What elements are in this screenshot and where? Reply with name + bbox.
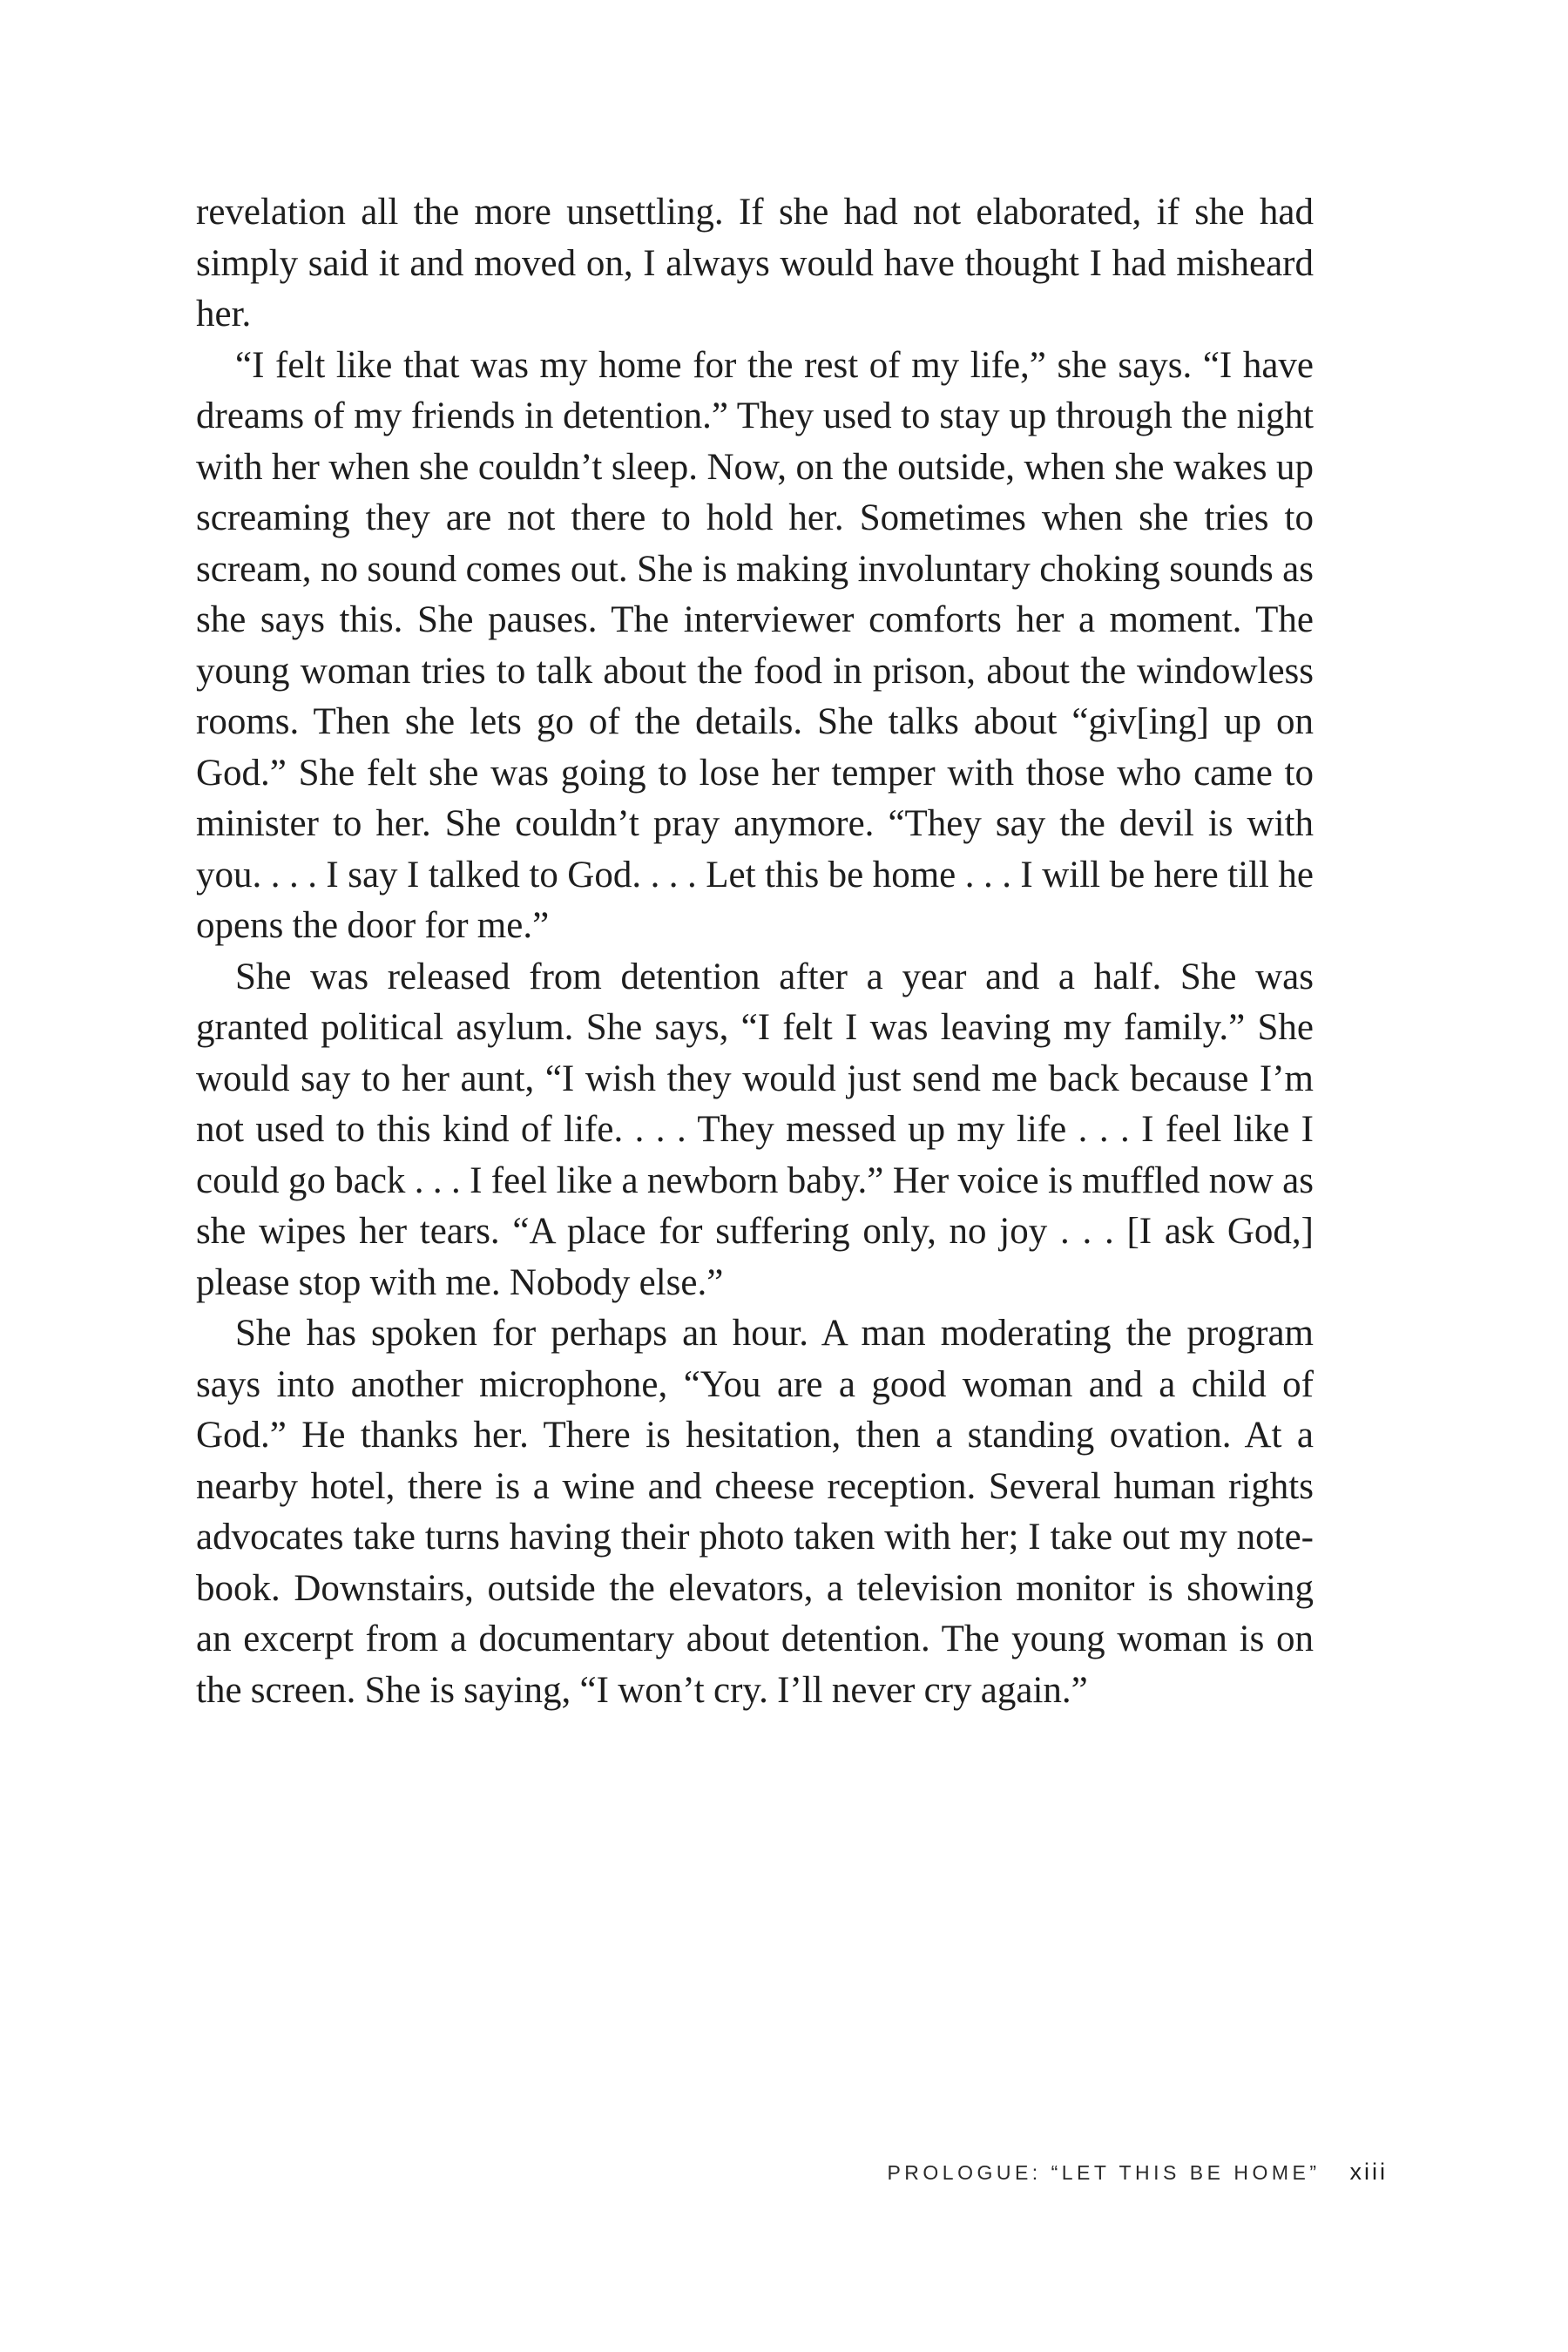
body-text	[196, 187, 1314, 1716]
page-number: xiii	[1349, 2159, 1388, 2185]
running-head: PROLOGUE: “LET THIS BE HOME”	[887, 2161, 1321, 2184]
paragraph-3: She was released from detention after a year and a half. She was granted political asylum. She says, “I felt I was leaving my family.” She would say to her aunt, “I wish they would just send me back because I’m not used to this kind of life. . . . They messed up my life . . . I feel like I could go back . . . I feel like a newborn baby.” Her voice is muffled now as she wipes her tears. “A place for suffering only, no joy . . . [I ask God,] please stop with me. Nobody else.”	[196, 956, 1314, 1303]
page-footer	[887, 2159, 1388, 2186]
paragraph-2: “I felt like that was my home for the rest of my life,” she says. “I have dreams of my friends in detention.” They used to stay up through the night with her when she couldn’t sleep. Now, on the outside, when she wakes up screaming they are not there to hold her. Sometimes when she tries to scream, no sound comes out. She is making involuntary choking sounds as she says this. She pauses. The interviewer comforts her a moment. The young woman tries to talk about the food in prison, about the windowless rooms. Then she lets go of the details. She talks about “giv[ing] up on God.” She felt she was going to lose her temper with those who came to minister to her. She couldn’t pray anymore. “They say the devil is with you. . . . I say I talked to God. . . . Let this be home . . . I will be here till he opens the door for me.”	[196, 344, 1314, 946]
paragraph-4: She has spoken for perhaps an hour. A man moderating the program says into another microphone, “You are a good woman and a child of God.” He thanks her. There is hesitation, then a standing ovation. At a nearby hotel, there is a wine and cheese reception. Several human rights advocates take turns having their photo taken with her; I take out my notebook. Downstairs, outside the elevators, a television monitor is showing an excerpt from a documentary about detention. The young woman is on the screen. She is saying, “I won’t cry. I’ll never cry again.”	[196, 1313, 1314, 1711]
paragraph-1: revelation all the more unsettling. If she had not elaborated, if she had simply said it and moved on, I always would have thought I had misheard her.	[196, 192, 1314, 335]
